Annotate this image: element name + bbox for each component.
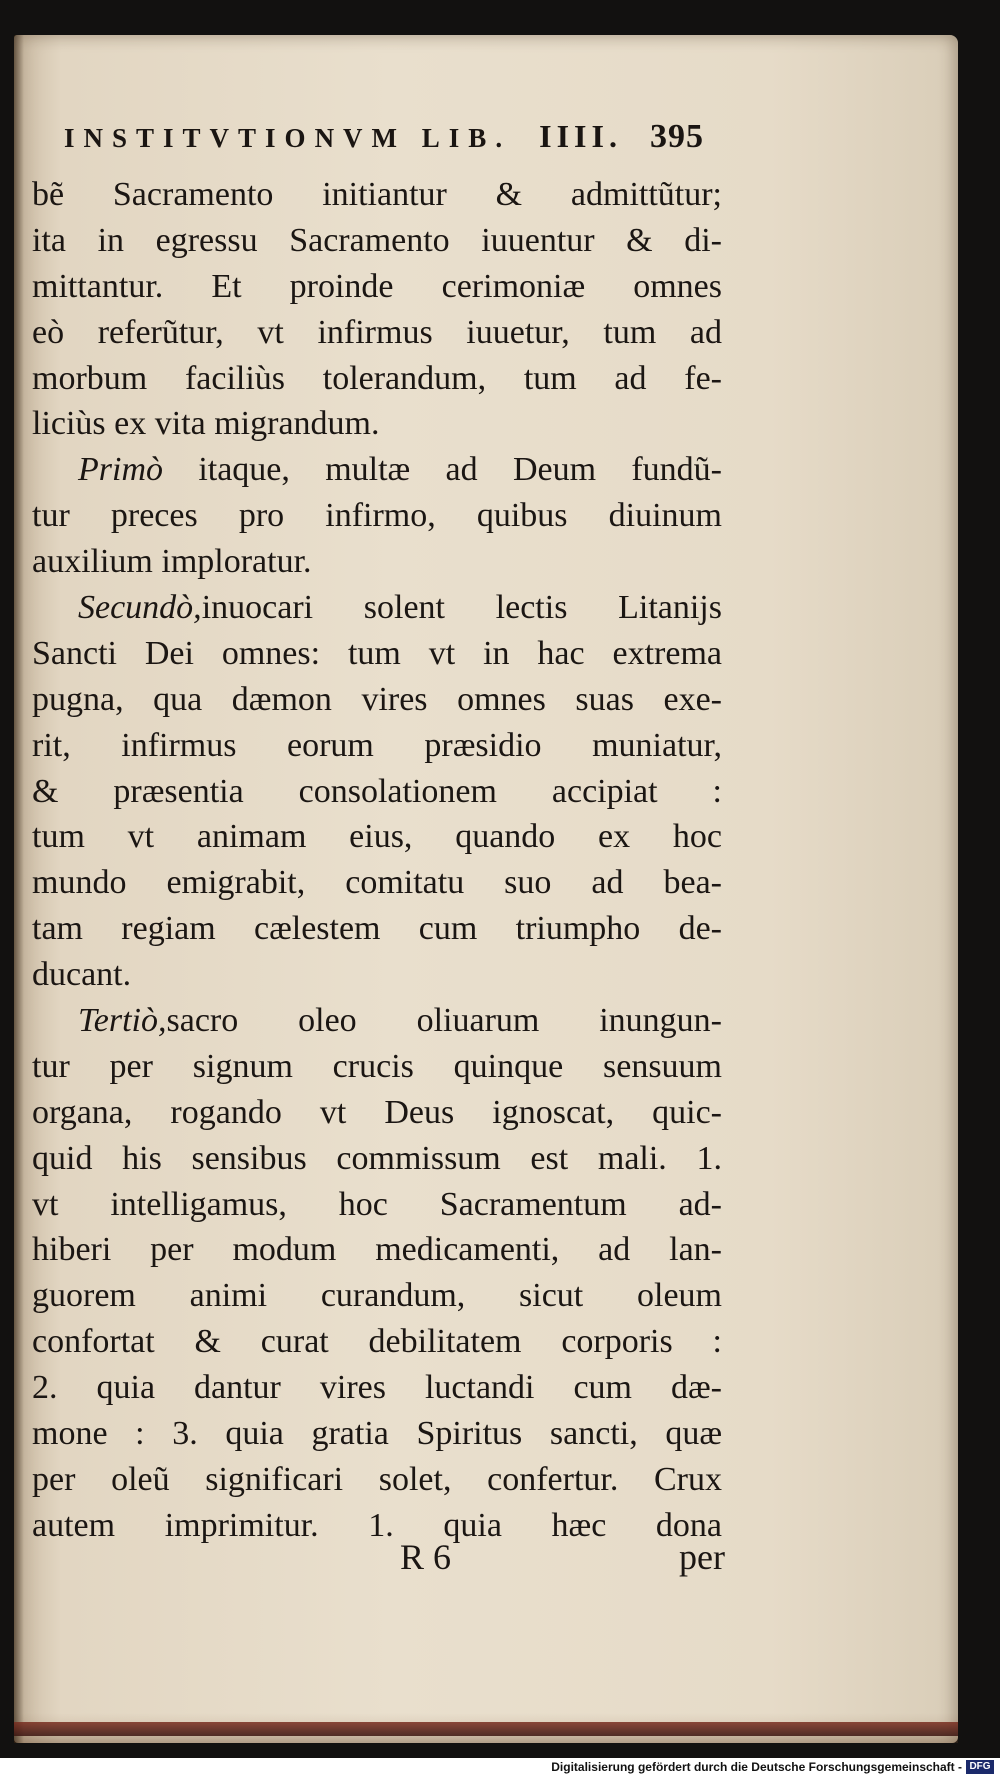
text-line: morbum faciliùs tolerandum, tum ad fe- bbox=[32, 359, 722, 397]
text-line: 2. quia dantur vires luctandi cum dæ- bbox=[32, 1369, 722, 1407]
text-line bbox=[32, 447, 722, 493]
signature-mark: R 6 bbox=[400, 1537, 452, 1577]
text-line: & præsentia consolationem accipiat : bbox=[32, 772, 722, 810]
text-line: confortat & curat debilitatem corporis : bbox=[32, 1323, 722, 1361]
text-line-rest: sacro oleo oliuarum inungun- bbox=[166, 1002, 722, 1040]
running-head bbox=[64, 118, 704, 156]
text-line: guorem animi curandum, sicut oleum bbox=[32, 1277, 722, 1315]
text-line: rit, infirmus eorum præsidio muniatur, bbox=[32, 726, 722, 764]
text-line: organa, rogando vt Deus ignoscat, quic- bbox=[32, 1093, 722, 1131]
footer-credit: Digitalisierung gefördert durch die Deutsche Forschungsgemeinschaft - bbox=[551, 1760, 962, 1774]
running-head-title: INSTITVTIONVM LIB. bbox=[64, 123, 512, 153]
text-line: autem imprimitur. 1. quia hæc dona bbox=[32, 1506, 722, 1544]
running-head-book: IIII. bbox=[539, 118, 622, 154]
text-line: pugna, qua dæmon vires omnes suas exe- bbox=[32, 680, 722, 718]
text-line: tam regiam cælestem cum triumpho de- bbox=[32, 910, 722, 948]
text-line: ita in egressu Sacramento iuuentur & di- bbox=[32, 221, 722, 259]
text-line: mittantur. Et proinde cerimoniæ omnes bbox=[32, 267, 722, 305]
text-line: mone : 3. quia gratia Spiritus sancti, quæ bbox=[32, 1415, 722, 1453]
text-line: tum vt animam eius, quando ex hoc bbox=[32, 818, 722, 856]
text-line: auxilium imploratur. bbox=[32, 543, 312, 581]
text-line: ducant. bbox=[32, 956, 132, 994]
catchline bbox=[400, 1536, 725, 1578]
italic-lead-primo: Primò bbox=[78, 451, 163, 489]
catchword: per bbox=[679, 1537, 725, 1577]
text-line: hiberi per modum medicamenti, ad lan- bbox=[32, 1231, 722, 1269]
text-line: per oleũ significari solet, confertur. Crux bbox=[32, 1460, 722, 1498]
text-line: tur preces pro infirmo, quibus diuinum bbox=[32, 497, 722, 535]
text-line: tur per signum crucis quinque sensuum bbox=[32, 1047, 722, 1085]
text-line bbox=[32, 998, 722, 1044]
text-line: eò referũtur, vt infirmus iuuetur, tum ad bbox=[32, 313, 722, 351]
text-line-rest: itaque, multæ ad Deum fundũ- bbox=[198, 451, 723, 489]
page-gutter-shadow bbox=[14, 35, 24, 1743]
text-line-rest: inuocari solent lectis Litanijs bbox=[201, 589, 722, 627]
page-number: 395 bbox=[649, 118, 704, 155]
text-line: mundo emigrabit, comitatu suo ad bea- bbox=[32, 864, 722, 902]
italic-lead-tertio: Tertiò, bbox=[78, 1002, 167, 1040]
dfg-logo-icon: DFG bbox=[966, 1760, 994, 1774]
text-line: Sancti Dei omnes: tum vt in hac extrema bbox=[32, 634, 722, 672]
text-line: vt intelligamus, hoc Sacramentum ad- bbox=[32, 1185, 722, 1223]
page-bottom-edge bbox=[14, 1722, 958, 1736]
text-line: liciùs ex vita migrandum. bbox=[32, 405, 380, 443]
text-line bbox=[32, 585, 722, 631]
text-line: bẽ Sacramento initiantur & admittũtur; bbox=[32, 176, 722, 213]
text-line: quid his sensibus commissum est mali. 1. bbox=[32, 1139, 722, 1177]
italic-lead-secundo: Secundò, bbox=[78, 589, 202, 627]
body-text bbox=[32, 172, 722, 1549]
